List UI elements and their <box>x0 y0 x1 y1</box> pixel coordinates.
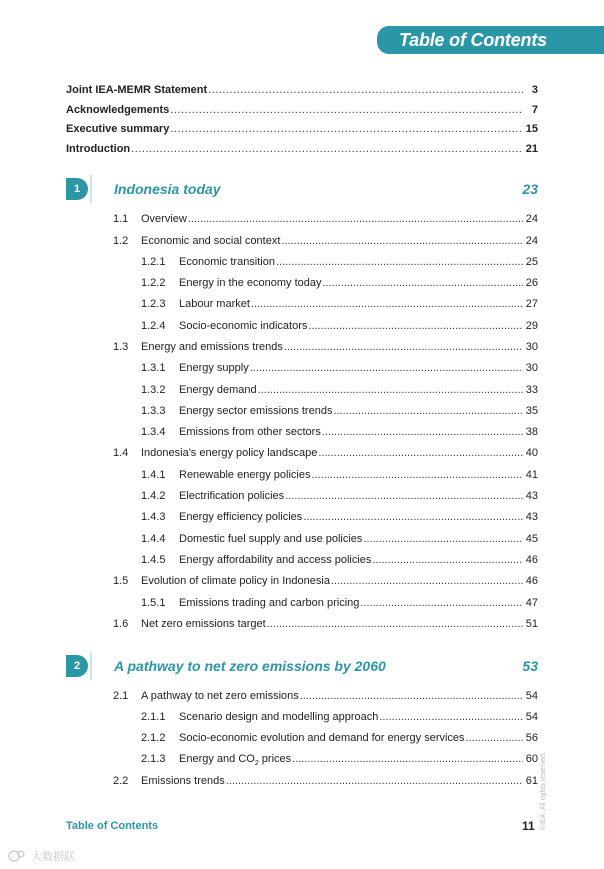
chapter-number-badge: 1 <box>66 178 88 200</box>
toc-entry[interactable]: 2.1.3 Energy and $CO_2$ prices ..... 60 <box>141 753 538 767</box>
toc-entry[interactable]: 1.4.1 Renewable energy policies ..... 41 <box>141 469 538 481</box>
watermark-logo-icon <box>8 849 28 863</box>
toc-entry[interactable]: 2.1.2 Socio-economic evolution and demand for energy services ..... 56 <box>141 732 538 744</box>
toc-entry[interactable]: 1.2.1 Economic transition ..... 25 <box>141 256 538 268</box>
toc-entry[interactable]: 1.5 Evolution of climate policy in Indonesia ..... 46 <box>113 575 538 587</box>
toc-entry[interactable]: 1.3.3 Energy sector emissions trends ..... 35 <box>141 405 538 417</box>
toc-entry-executive-summary[interactable] <box>66 123 538 135</box>
chapter-title: Indonesia today <box>114 181 221 197</box>
chapter-heading-1[interactable] <box>66 177 538 201</box>
watermark: 大数据联 <box>8 848 75 864</box>
toc-banner: Table of Contents <box>377 26 604 54</box>
toc-entry[interactable]: 1.2.3 Labour market ..... 27 <box>141 298 538 310</box>
toc-entry[interactable]: 2.1 A pathway to net zero emissions ..... 54 <box>113 690 538 702</box>
toc-entry-label: Joint IEA-MEMR Statement <box>66 84 208 96</box>
toc-entry-page: 3 <box>531 84 538 96</box>
toc-entry[interactable]: 1.6 Net zero emissions target ..... 51 <box>113 618 538 630</box>
toc-entry-page: 21 <box>525 143 538 155</box>
toc-entry[interactable]: 1.3.1 Energy supply ..... 30 <box>141 362 538 374</box>
toc-entry[interactable]: 1.4.4 Domestic fuel supply and use policies ..... 45 <box>141 533 538 545</box>
toc-entry[interactable]: 1.5.1 Emissions trading and carbon pricing ..... 47 <box>141 597 538 609</box>
toc-entry[interactable]: 1.2.2 Energy in the economy today ..... 26 <box>141 277 538 289</box>
chapter-number-badge: 2 <box>66 655 88 677</box>
toc-entry[interactable]: 1.3 Energy and emissions trends ..... 30 <box>113 341 538 353</box>
toc-entry[interactable]: 1.4.2 Electrification policies ..... 43 <box>141 490 538 502</box>
copyright-icon: © <box>540 824 547 830</box>
toc-entry[interactable]: 1.4 Indonesia's energy policy landscape ..... 40 <box>113 447 538 459</box>
copyright-notice: ©IEA. All rights reserved. <box>540 752 547 830</box>
toc-entry[interactable]: 1.4.3 Energy efficiency policies ..... 43 <box>141 511 538 523</box>
toc-entry-statement[interactable] <box>66 84 538 96</box>
chapter-heading-2[interactable] <box>66 654 538 678</box>
chapter-page: 53 <box>522 658 538 674</box>
toc-entry[interactable]: 1.1 Overview ..... 24 <box>113 213 538 225</box>
toc-entry[interactable]: 1.3.4 Emissions from other sectors ..... 38 <box>141 426 538 438</box>
toc-entry[interactable]: 2.2 Emissions trends ..... 61 <box>113 775 538 787</box>
toc-entry[interactable]: 1.2.4 Socio-economic indicators ..... 29 <box>141 320 538 332</box>
chapter-divider <box>90 175 92 203</box>
toc-entry[interactable]: 1.2 Economic and social context ..... 24 <box>113 235 538 247</box>
toc-entry-page: 7 <box>531 104 538 116</box>
toc-entry[interactable]: 1.3.2 Energy demand ..... 33 <box>141 384 538 396</box>
toc-entry-introduction[interactable] <box>66 143 538 155</box>
footer-section-title: Table of Contents <box>66 820 159 832</box>
chapter-divider <box>90 652 92 680</box>
toc-entry-acknowledgements[interactable] <box>66 104 538 116</box>
toc-entry[interactable]: 2.1.1 Scenario design and modelling approach ..... 54 <box>141 711 538 723</box>
toc-entry[interactable]: 1.4.5 Energy affordability and access policies ..... 46 <box>141 554 538 566</box>
chapter-title: A pathway to net zero emissions by 2060 <box>114 658 386 674</box>
chapter-page: 23 <box>522 181 538 197</box>
toc-entry-label: Acknowledgements <box>66 104 170 116</box>
toc-entry-label: Introduction <box>66 143 131 155</box>
toc-entry-page: 15 <box>525 123 538 135</box>
page-number: 11 <box>522 819 535 833</box>
toc-entry-label: Executive summary <box>66 123 170 135</box>
